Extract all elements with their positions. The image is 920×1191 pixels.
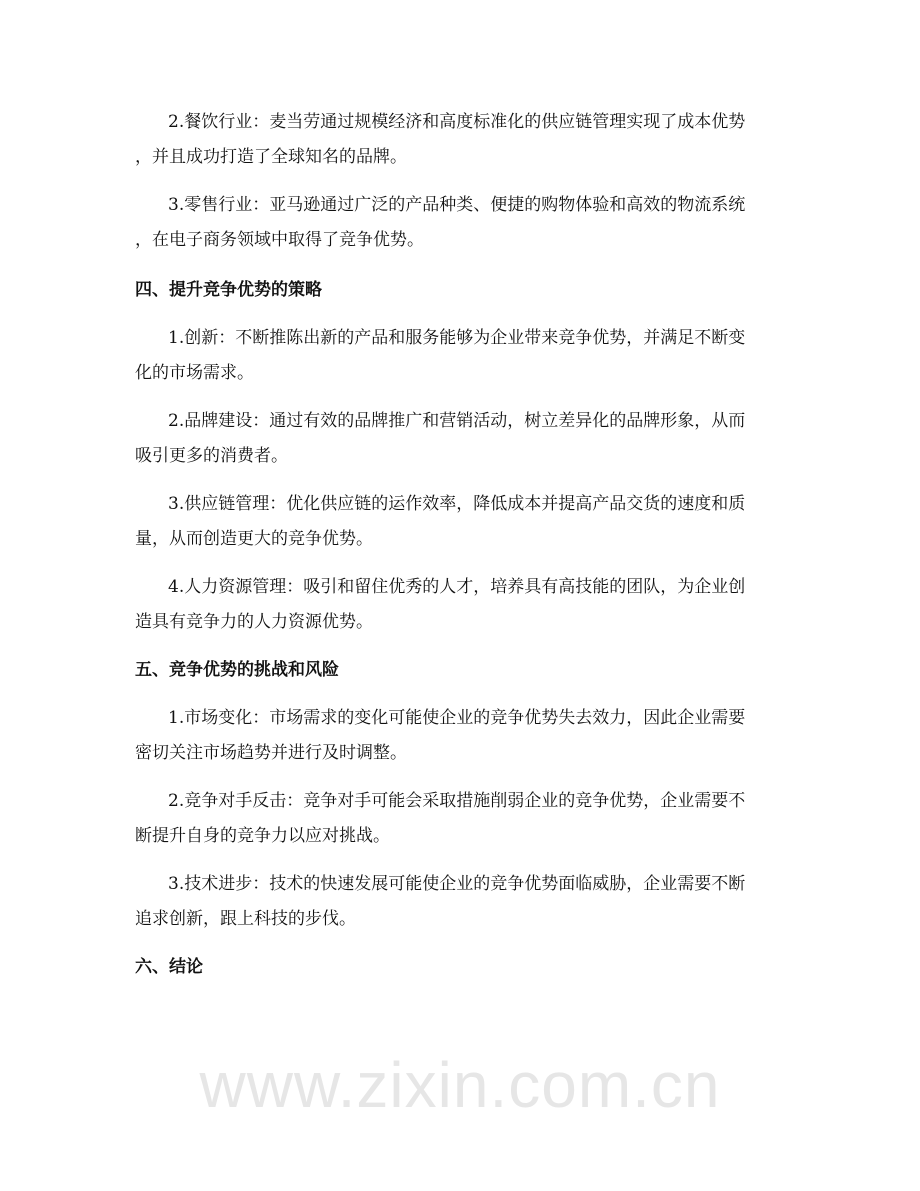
paragraph-line: 1.市场变化：市场需求的变化可能使企业的竞争优势失去效力，因此企业需要 — [168, 708, 746, 728]
paragraph-line: 3.技术进步：技术的快速发展可能使企业的竞争优势面临威胁，企业需要不断 — [168, 874, 746, 894]
paragraph-line: ，在电子商务领域中取得了竞争优势。 — [135, 230, 424, 250]
paragraph-line: 密切关注市场趋势并进行及时调整。 — [135, 743, 407, 763]
paragraph-line: 量，从而创造更大的竞争优势。 — [135, 529, 373, 549]
section-heading-conclusion: 六、结论 — [135, 957, 203, 977]
paragraph-line: 2.竞争对手反击：竞争对手可能会采取措施削弱企业的竞争优势，企业需要不 — [168, 791, 746, 811]
paragraph-line: 2.品牌建设：通过有效的品牌推广和营销活动，树立差异化的品牌形象，从而 — [168, 411, 746, 431]
section-heading-risks: 五、竞争优势的挑战和风险 — [135, 660, 339, 680]
paragraph-line: 2.餐饮行业：麦当劳通过规模经济和高度标准化的供应链管理实现了成本优势 — [168, 112, 746, 132]
paragraph-line: 化的市场需求。 — [135, 363, 254, 383]
paragraph-line: 吸引更多的消费者。 — [135, 446, 288, 466]
paragraph-line: ，并且成功打造了全球知名的品牌。 — [135, 147, 407, 167]
section-heading-strategy: 四、提升竞争优势的策略 — [135, 280, 322, 300]
watermark: www.zixin.com.cn — [199, 1049, 721, 1121]
paragraph-line: 1.创新：不断推陈出新的产品和服务能够为企业带来竞争优势，并满足不断变 — [168, 328, 746, 348]
paragraph-line: 3.零售行业：亚马逊通过广泛的产品种类、便捷的购物体验和高效的物流系统 — [168, 195, 746, 215]
paragraph-line: 3.供应链管理：优化供应链的运作效率，降低成本并提高产品交货的速度和质 — [168, 494, 746, 514]
paragraph-line: 断提升自身的竞争力以应对挑战。 — [135, 826, 390, 846]
paragraph-line: 造具有竞争力的人力资源优势。 — [135, 612, 373, 632]
paragraph-line: 4.人力资源管理：吸引和留住优秀的人才，培养具有高技能的团队，为企业创 — [168, 577, 746, 597]
paragraph-line: 追求创新，跟上科技的步伐。 — [135, 909, 356, 929]
